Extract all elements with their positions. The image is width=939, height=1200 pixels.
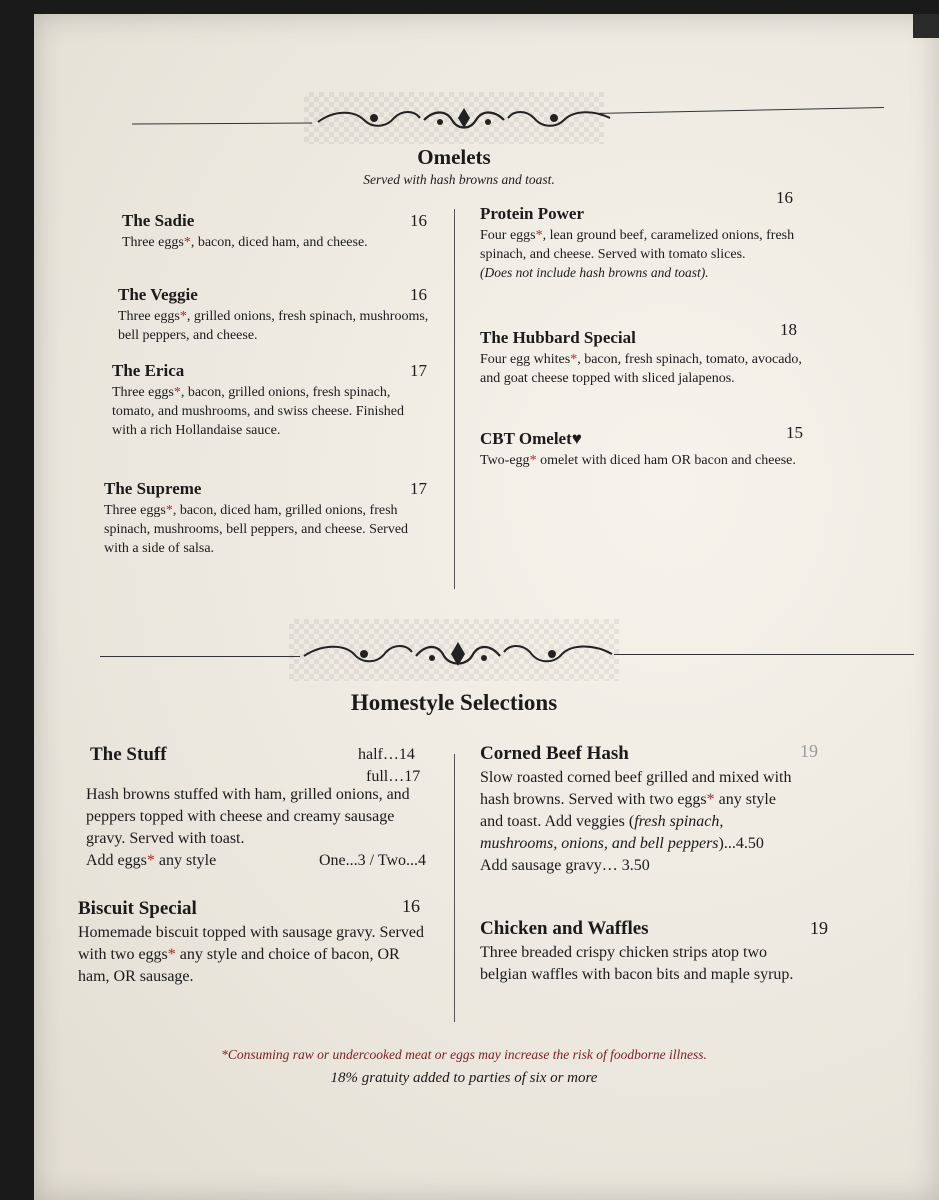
item-price: 17: [410, 479, 427, 498]
menu-item: [78, 898, 428, 988]
item-price: 16: [410, 211, 427, 230]
menu-page: [34, 14, 939, 1200]
item-description: Three breaded crispy chicken strips atop two belgian waffles with bacon bits and maple syrup.: [480, 944, 794, 983]
item-description: Hash browns stuffed with ham, grilled onions, and peppers topped with cheese and creamy sausage gravy. Served with toast.: [86, 786, 410, 847]
item-description: Three eggs*, grilled onions, fresh spinach, mushrooms, bell peppers, and cheese.: [118, 309, 429, 343]
omelets-title: Omelets: [417, 145, 491, 169]
item-price: 19: [810, 918, 828, 938]
item-name: The Supreme: [104, 479, 202, 498]
item-name: Corned Beef Hash: [480, 743, 629, 764]
rule-top-left: [132, 123, 312, 125]
scroll-ornament-middle: [300, 640, 616, 670]
menu-item: [104, 479, 434, 558]
item-description: Three eggs*, bacon, diced ham, grilled onions, fresh spinach, mushrooms, bell peppers, and cheese. Served with a side of salsa.: [104, 503, 409, 556]
item-name: Chicken and Waffles: [480, 918, 649, 939]
rule-top-right: [594, 107, 884, 114]
homestyle-column-divider: [454, 754, 455, 1022]
item-note: (Does not include hash browns and toast).: [480, 265, 709, 280]
item-name: The Stuff: [90, 744, 167, 765]
rule-middle-right: [614, 654, 914, 655]
item-name: CBT Omelet♥: [480, 429, 582, 448]
item-price: 16: [410, 285, 427, 304]
item-price: 18: [780, 320, 797, 339]
item-description: Four egg whites*, bacon, fresh spinach, tomato, avocado, and goat cheese topped with sliced jalapenos.: [480, 352, 802, 386]
item-addon: Add sausage gravy… 3.50: [480, 857, 650, 874]
item-description: Homemade biscuit topped with sausage gravy. Served with two eggs* any style and choice of bacon, OR ham, OR sausage.: [78, 924, 424, 985]
menu-item: [112, 361, 432, 440]
omelets-subtitle: Served with hash browns and toast.: [363, 172, 555, 187]
menu-item: [122, 211, 432, 252]
menu-item: [480, 320, 810, 388]
rule-middle-left: [100, 656, 300, 657]
item-price: 16: [776, 188, 793, 207]
menu-item: [480, 741, 818, 877]
item-description: Slow roasted corned beef grilled and mixed with hash browns. Served with two eggs* any style and toast. Add veggies (fresh spinach, mushrooms, onions, and bell peppers)...4.50: [480, 769, 792, 852]
item-name: Protein Power: [480, 204, 585, 223]
homestyle-title: Homestyle Selections: [350, 690, 558, 715]
item-price: 15: [786, 423, 803, 442]
item-price-full: full…17: [366, 768, 421, 785]
item-description: Two-egg* omelet with diced ham OR bacon and cheese.: [480, 453, 796, 468]
item-description: Three eggs*, bacon, diced ham, and cheese.: [122, 235, 368, 250]
item-name: The Sadie: [122, 211, 195, 230]
item-description: Three eggs*, bacon, grilled onions, fresh spinach, tomato, and mushrooms, and swiss cheese. Finished with a rich Hollandaise sauce.: [112, 385, 405, 438]
menu-item: [118, 285, 432, 345]
menu-item: [480, 188, 810, 282]
item-price-half: half…14: [358, 746, 415, 763]
menu-item: [86, 744, 426, 872]
scroll-ornament-top: [314, 106, 614, 134]
menu-item: [480, 918, 828, 986]
item-name: The Veggie: [118, 285, 198, 304]
item-name: The Erica: [112, 361, 185, 380]
item-addon: Add eggs* any style One...3 / Two...4: [86, 852, 426, 869]
menu-item: [480, 423, 810, 470]
gratuity-note: 18% gratuity added to parties of six or more: [330, 1070, 598, 1086]
omelets-column-divider: [454, 209, 455, 589]
item-price: 19: [800, 741, 818, 761]
item-name: The Hubbard Special: [480, 328, 636, 347]
item-price: 17: [410, 361, 427, 380]
item-name: Biscuit Special: [78, 898, 197, 919]
item-price: 16: [402, 896, 420, 916]
page-corner: [913, 14, 939, 38]
heart-icon: ♥: [571, 429, 582, 448]
item-description: Four eggs*, lean ground beef, caramelized onions, fresh spinach, and cheese. Served with tomato slices.: [480, 228, 795, 262]
food-safety-warning: *Consuming raw or undercooked meat or eggs may increase the risk of foodborne illness.: [221, 1047, 707, 1062]
